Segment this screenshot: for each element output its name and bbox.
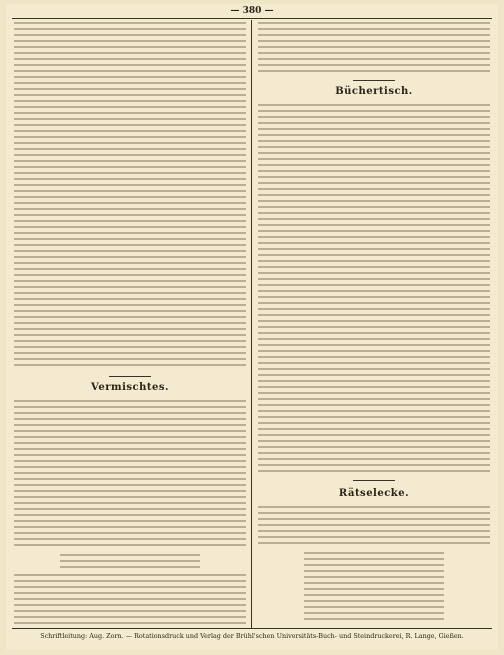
newspaper-page bbox=[6, 4, 498, 650]
quoted-verse bbox=[60, 554, 200, 570]
column-divider bbox=[251, 20, 252, 628]
article-text-block bbox=[14, 22, 246, 370]
riddle-verse bbox=[304, 552, 444, 624]
section-heading-riddle: Rätselecke. bbox=[338, 488, 410, 499]
section-rule bbox=[109, 376, 151, 377]
riddle-answers-text bbox=[258, 506, 490, 546]
section-rule bbox=[353, 80, 395, 81]
misc-paragraph bbox=[14, 400, 246, 550]
section-heading-misc: Vermischtes. bbox=[91, 382, 169, 393]
misc-paragraph bbox=[14, 574, 246, 626]
section-heading-books: Büchertisch. bbox=[335, 86, 413, 97]
imprint-footer: Schriftleitung: Aug. Zorn. — Rotationsdruck und Verlag der Brühl'schen Universitäts-Buch- und Steindruckerei, R. Lange, Gießen. bbox=[40, 632, 464, 640]
book-reviews-text bbox=[258, 104, 490, 474]
header-rule bbox=[12, 18, 492, 19]
footer-rule bbox=[12, 628, 492, 629]
article-continuation bbox=[258, 22, 490, 74]
section-rule bbox=[353, 480, 395, 481]
page-number: — 380 — bbox=[230, 6, 274, 16]
